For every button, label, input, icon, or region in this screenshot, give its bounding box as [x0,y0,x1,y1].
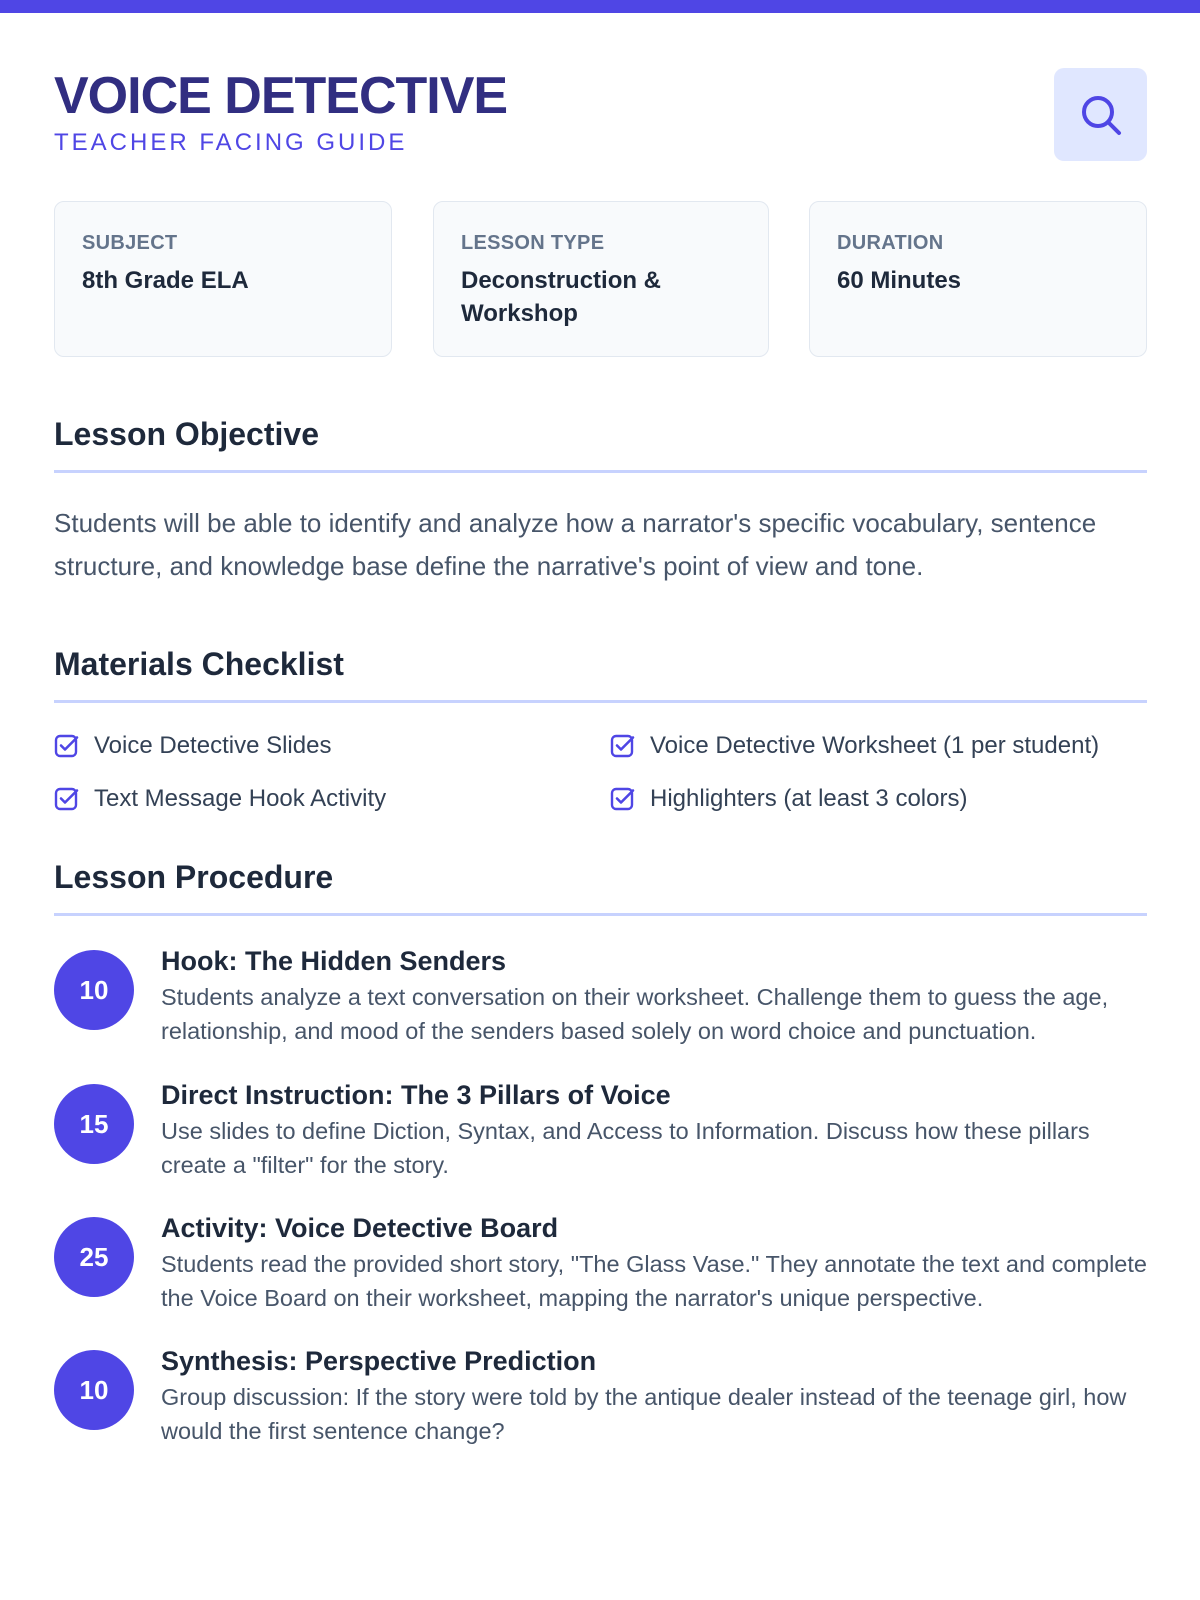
meta-value: 60 Minutes [837,267,962,294]
section-heading-objective: Lesson Objective [54,414,1147,473]
checklist-item[interactable] [54,781,386,817]
section-heading-procedure: Lesson Procedure [54,857,1147,916]
meta-label: DURATION [837,232,944,254]
section-heading-materials: Materials Checklist [54,644,1147,703]
checklist-item[interactable] [54,728,331,764]
step-description: Students read the provided short story, "The Glass Vase." They annotate the text and complete the Voice Board on their worksheet, mapping the narrator's unique perspective. [161,1251,1147,1311]
page-subtitle: TEACHER FACING GUIDE [54,129,408,156]
step-title: Hook: The Hidden Senders [161,946,507,976]
meta-card-duration [809,201,1147,357]
step-title: Direct Instruction: The 3 Pillars of Voice [161,1080,671,1110]
checkbox-checked-icon[interactable] [54,786,80,812]
step-minutes-badge: 10 [54,950,134,1030]
step-title: Synthesis: Perspective Prediction [161,1346,597,1376]
meta-card-lesson-type [433,201,769,357]
step-body [161,1078,1147,1182]
meta-value: Deconstruction & Workshop [461,267,662,327]
checkbox-checked-icon[interactable] [54,733,80,759]
checklist-item[interactable] [610,728,1099,764]
search-button[interactable] [1054,68,1147,161]
step-minutes-badge: 10 [54,1350,134,1430]
checklist-item-label: Highlighters (at least 3 colors) [650,785,968,812]
step-body [161,1344,1147,1448]
lesson-meta [54,201,1147,357]
checkbox-checked-icon[interactable] [610,733,636,759]
checklist-item-label: Voice Detective Worksheet (1 per student) [650,732,1100,759]
meta-label: LESSON TYPE [461,232,605,254]
meta-value: 8th Grade ELA [82,267,249,294]
step-minutes-badge: 15 [54,1084,134,1164]
objective-text: Students will be able to identify and analyze how a narrator's specific vocabulary, sentence structure, and knowledge base define the narrative's point of view and tone. [54,508,1097,581]
step-minutes-badge: 25 [54,1217,134,1297]
step-description: Students analyze a text conversation on their worksheet. Challenge them to guess the age, relationship, and mood of the senders based solely on word choice and punctuation. [161,984,1109,1044]
step-title: Activity: Voice Detective Board [161,1213,559,1243]
step-body [161,1211,1147,1315]
top-accent-bar [0,0,1200,13]
checklist-item-label: Text Message Hook Activity [94,785,387,812]
page-title: VOICE DETECTIVE [54,67,508,125]
step-description: Use slides to define Diction, Syntax, and Access to Information. Discuss how these pillars create a "filter" for the story. [161,1118,1090,1178]
step-description: Group discussion: If the story were told by the antique dealer instead of the teenage girl, how would the first sentence change? [161,1384,1127,1444]
header [54,66,1147,161]
meta-card-subject [54,201,392,357]
meta-label: SUBJECT [82,232,178,254]
step-body [161,944,1147,1048]
checkbox-checked-icon[interactable] [610,786,636,812]
search-icon [1077,91,1125,139]
checklist-item[interactable] [610,781,967,817]
materials-checklist [54,728,1147,838]
checklist-item-label: Voice Detective Slides [94,732,332,759]
